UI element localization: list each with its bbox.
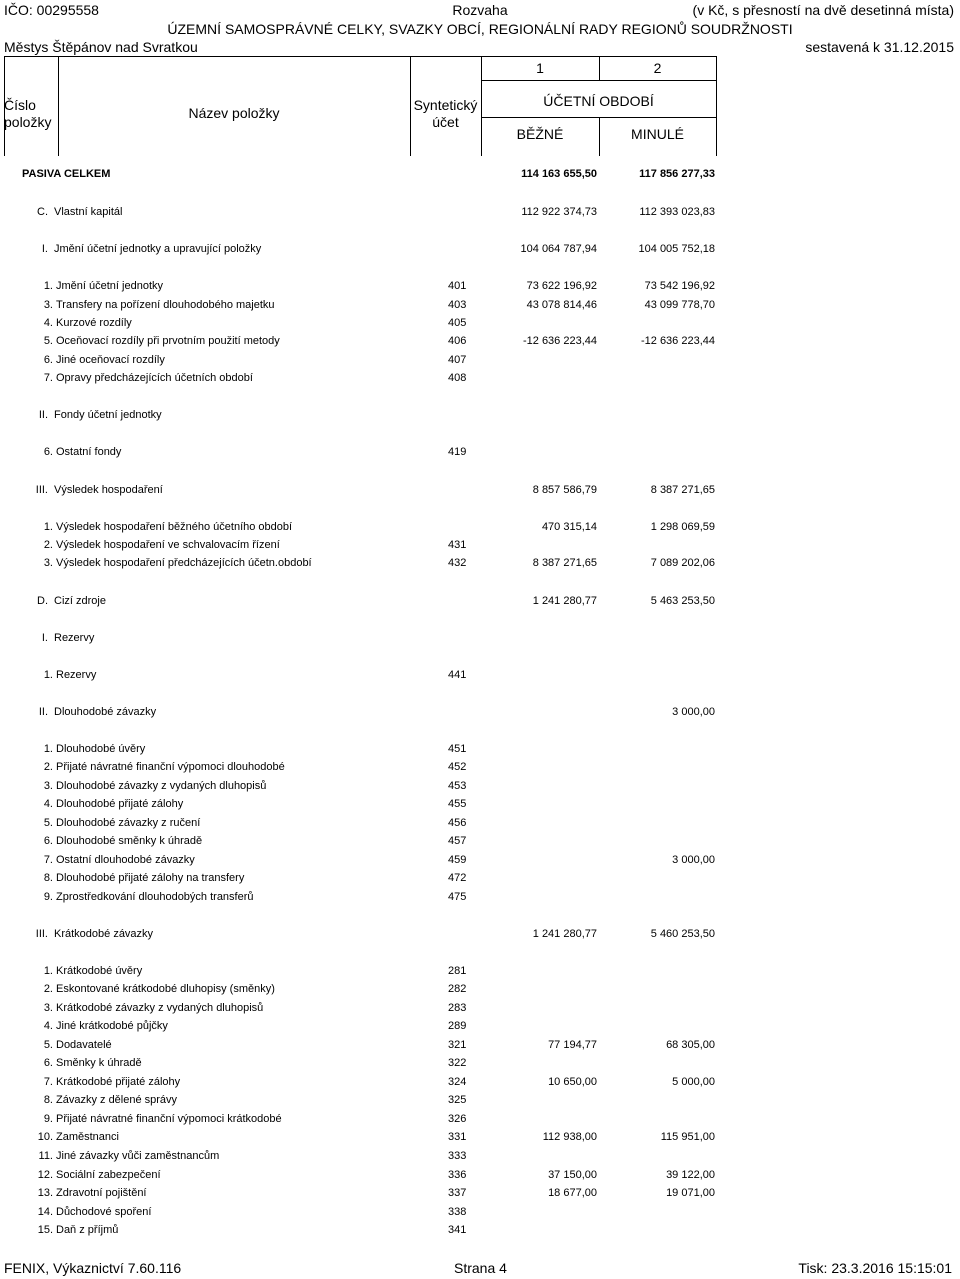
row-number: 14.: [37, 1206, 53, 1218]
row-name: Jmění účetní jednotky: [56, 280, 164, 292]
row-previous-value: 68 305,00: [666, 1039, 715, 1051]
row-number: 3.: [43, 1002, 53, 1014]
row-number: 6.: [43, 446, 53, 458]
header-num-divider: [481, 80, 716, 81]
row-number: 6.: [43, 354, 53, 366]
table-row: [0, 814, 960, 832]
row-previous-value: 5 460 253,50: [650, 928, 715, 940]
col-item-no-line1: Číslo: [4, 97, 36, 113]
row-name: Cizí zdroje: [54, 595, 106, 607]
row-current-value: 18 677,00: [548, 1187, 597, 1199]
row-name: Zaměstnanci: [56, 1131, 119, 1143]
row-name: Vlastní kapitál: [54, 206, 123, 218]
row-current-value: 43 078 814,46: [526, 299, 597, 311]
row-account: 407: [448, 354, 467, 366]
row-number: C.: [37, 206, 48, 218]
row-account: 406: [448, 335, 467, 347]
row-name: Kurzové rozdíly: [56, 317, 132, 329]
table-row: [0, 869, 960, 887]
row-account: 475: [448, 891, 467, 903]
row-account: 453: [448, 780, 467, 792]
row-name: Krátkodobé úvěry: [56, 965, 143, 977]
row-name: Dlouhodobé závazky z vydaných dluhopisů: [56, 780, 267, 792]
row-name: Dlouhodobé závazky: [54, 706, 157, 718]
col-period: ÚČETNÍ OBDOBÍ: [543, 93, 654, 109]
ico-label: IČO: 00295558: [4, 2, 99, 18]
table-row: [0, 1203, 960, 1221]
table-row: [0, 851, 960, 869]
row-name: Dlouhodobé směnky k úhradě: [56, 835, 203, 847]
group-row: [0, 703, 960, 721]
row-number: 13.: [37, 1187, 53, 1199]
row-previous-value: 5 000,00: [672, 1076, 715, 1088]
col-current: BĚŽNÉ: [516, 126, 564, 142]
row-number: 10.: [37, 1131, 53, 1143]
row-account: 289: [448, 1020, 467, 1032]
row-current-value: 8 857 586,79: [532, 484, 597, 496]
group-row: [0, 203, 960, 221]
col-item-name: Název položky: [188, 105, 280, 121]
row-name: Opravy předcházejících účetních období: [56, 372, 253, 384]
row-name: Důchodové spoření: [56, 1206, 152, 1218]
row-previous-value: 73 542 196,92: [644, 280, 715, 292]
row-current-value: 73 622 196,92: [526, 280, 597, 292]
row-number: 9.: [43, 1113, 53, 1125]
row-number: I.: [41, 632, 48, 644]
row-name: Dlouhodobé závazky z ručení: [56, 817, 201, 829]
row-current-value: 77 194,77: [548, 1039, 597, 1051]
row-number: 2.: [43, 761, 53, 773]
row-name: Dlouhodobé přijaté zálohy: [56, 798, 184, 810]
entity-category: ÚZEMNÍ SAMOSPRÁVNÉ CELKY, SVAZKY OBCÍ, REGIONÁLNÍ RADY REGIONŮ SOUDRŽNOSTI: [167, 21, 793, 37]
row-number: 3.: [43, 299, 53, 311]
row-number: 2.: [43, 539, 53, 551]
row-previous-value: -12 636 223,44: [640, 335, 715, 347]
row-current-value: 1 241 280,77: [532, 595, 597, 607]
total-row: [0, 165, 960, 183]
table-row: [0, 443, 960, 461]
group-row: [0, 240, 960, 258]
row-name: Daň z příjmů: [56, 1224, 119, 1236]
col2-number: 2: [653, 60, 662, 76]
row-number: 11.: [38, 1150, 53, 1162]
row-number: 4.: [43, 1020, 53, 1032]
table-row: [0, 1221, 960, 1239]
footer-software: FENIX, Výkaznictví 7.60.116: [4, 1260, 182, 1276]
table-row: [0, 1166, 960, 1184]
group-row: [0, 406, 960, 424]
table-row: [0, 369, 960, 387]
row-account: 325: [448, 1094, 467, 1106]
row-number: 1.: [43, 521, 53, 533]
report-title: Rozvaha: [452, 2, 508, 18]
row-account: 336: [448, 1169, 467, 1181]
table-row: [0, 1036, 960, 1054]
row-name: Jiné oceňovací rozdíly: [56, 354, 165, 366]
row-number: 7.: [43, 1076, 53, 1088]
row-number: 6.: [43, 1057, 53, 1069]
row-previous-value: 5 463 253,50: [650, 595, 715, 607]
table-row: [0, 1184, 960, 1202]
row-name: Jmění účetní jednotky a upravující položky: [54, 243, 262, 255]
row-previous-value: 1 298 069,59: [650, 521, 715, 533]
row-account: 419: [448, 446, 467, 458]
row-account: 441: [448, 669, 467, 681]
row-name: Výsledek hospodaření: [54, 484, 163, 496]
row-account: 338: [448, 1206, 467, 1218]
row-number: 1.: [43, 669, 53, 681]
row-number: II.: [38, 409, 48, 421]
row-number: 3.: [43, 780, 53, 792]
table-row: [0, 1073, 960, 1091]
col-account-line2: účet: [432, 114, 459, 130]
table-row: [0, 1017, 960, 1035]
row-account: 408: [448, 372, 467, 384]
row-name: Krátkodobé přijaté zálohy: [56, 1076, 181, 1088]
row-account: 326: [448, 1113, 467, 1125]
row-account: 282: [448, 983, 467, 995]
row-current-value: 10 650,00: [548, 1076, 597, 1088]
row-number: 9.: [43, 891, 53, 903]
footer-printed: Tisk: 23.3.2016 15:15:01: [798, 1260, 952, 1276]
table-row: [0, 832, 960, 850]
row-previous-value: 3 000,00: [672, 854, 715, 866]
table-row: [0, 1147, 960, 1165]
row-number: 12.: [37, 1169, 53, 1181]
row-name: Transfery na pořízení dlouhodobého majetku: [56, 299, 275, 311]
row-account: 472: [448, 872, 467, 884]
row-name: PASIVA CELKEM: [22, 168, 111, 180]
row-name: Eskontované krátkodobé dluhopisy (směnky): [56, 983, 275, 995]
row-number: 5.: [43, 817, 53, 829]
row-account: 331: [448, 1131, 467, 1143]
row-account: 333: [448, 1150, 467, 1162]
row-number: 4.: [43, 317, 53, 329]
row-account: 283: [448, 1002, 467, 1014]
row-name: Oceňovací rozdíly při prvotním použití metody: [56, 335, 280, 347]
row-account: 401: [448, 280, 467, 292]
col-previous: MINULÉ: [631, 126, 684, 142]
table-row: [0, 888, 960, 906]
entity-name: Městys Štěpánov nad Svratkou: [4, 39, 198, 55]
row-account: 281: [448, 965, 467, 977]
row-account: 321: [448, 1039, 467, 1051]
table-row: [0, 795, 960, 813]
table-row: [0, 1128, 960, 1146]
row-previous-value: 112 393 023,83: [639, 206, 715, 218]
table-row: [0, 1110, 960, 1128]
row-previous-value: 115 951,00: [660, 1131, 715, 1143]
row-account: 456: [448, 817, 467, 829]
row-name: Jiné krátkodobé půjčky: [56, 1020, 168, 1032]
table-row: [0, 351, 960, 369]
row-account: 341: [448, 1224, 467, 1236]
row-previous-value: 104 005 752,18: [638, 243, 715, 255]
table-row: [0, 314, 960, 332]
row-number: 7.: [43, 854, 53, 866]
row-name: Přijaté návratné finanční výpomoci dlouhodobé: [56, 761, 285, 773]
row-account: 405: [448, 317, 467, 329]
row-number: 7.: [43, 372, 53, 384]
row-account: 337: [448, 1187, 467, 1199]
row-account: 432: [448, 557, 467, 569]
row-number: I.: [41, 243, 48, 255]
row-number: III.: [35, 928, 48, 940]
row-previous-value: 43 099 778,70: [644, 299, 715, 311]
row-number: 8.: [43, 1094, 53, 1106]
table-row: [0, 740, 960, 758]
row-account: 452: [448, 761, 467, 773]
row-number: 6.: [43, 835, 53, 847]
row-number: 1.: [43, 280, 53, 292]
row-previous-value: 8 387 271,65: [650, 484, 715, 496]
row-name: Směnky k úhradě: [56, 1057, 142, 1069]
group-row: [0, 592, 960, 610]
table-row: [0, 777, 960, 795]
row-account: 451: [448, 743, 467, 755]
row-current-value: -12 636 223,44: [522, 335, 597, 347]
row-name: Ostatní dlouhodobé závazky: [56, 854, 195, 866]
row-account: 457: [448, 835, 467, 847]
row-previous-value: 19 071,00: [666, 1187, 715, 1199]
row-current-value: 8 387 271,65: [532, 557, 597, 569]
row-current-value: 112 922 374,73: [521, 206, 597, 218]
row-name: Jiné závazky vůči zaměstnancům: [56, 1150, 220, 1162]
row-number: 5.: [43, 1039, 53, 1051]
row-name: Výsledek hospodaření předcházejících účetn.období: [56, 557, 312, 569]
table-row: [0, 296, 960, 314]
row-name: Rezervy: [54, 632, 95, 644]
row-number: II.: [38, 706, 48, 718]
table-row: [0, 1091, 960, 1109]
row-name: Fondy účetní jednotky: [54, 409, 162, 421]
row-name: Sociální zabezpečení: [56, 1169, 161, 1181]
compiled-date: sestavená k 31.12.2015: [805, 39, 954, 55]
row-number: 15.: [37, 1224, 53, 1236]
row-current-value: 114 163 655,50: [521, 168, 597, 180]
table-row: [0, 666, 960, 684]
row-account: 403: [448, 299, 467, 311]
row-previous-value: 3 000,00: [672, 706, 715, 718]
table-row: [0, 332, 960, 350]
row-previous-value: 39 122,00: [666, 1169, 715, 1181]
row-number: 1.: [43, 965, 53, 977]
group-row: [0, 925, 960, 943]
row-number: 2.: [43, 983, 53, 995]
row-name: Přijaté návratné finanční výpomoci krátkodobé: [56, 1113, 282, 1125]
table-row: [0, 980, 960, 998]
row-number: 4.: [43, 798, 53, 810]
col1-number: 1: [536, 60, 544, 76]
row-current-value: 104 064 787,94: [520, 243, 597, 255]
row-name: Výsledek hospodaření ve schvalovacím řízení: [56, 539, 280, 551]
row-name: Dodavatelé: [56, 1039, 112, 1051]
group-row: [0, 629, 960, 647]
row-name: Krátkodobé závazky z vydaných dluhopisů: [56, 1002, 264, 1014]
header-border-right: [716, 56, 717, 156]
row-current-value: 470 315,14: [541, 521, 597, 533]
table-row: [0, 536, 960, 554]
row-account: 324: [448, 1076, 467, 1088]
row-current-value: 112 938,00: [542, 1131, 597, 1143]
row-name: Rezervy: [56, 669, 97, 681]
col-account-line1: Syntetický: [413, 97, 478, 113]
table-row: [0, 554, 960, 572]
row-name: Dlouhodobé přijaté zálohy na transfery: [56, 872, 245, 884]
row-account: 322: [448, 1057, 467, 1069]
row-account: 431: [448, 539, 467, 551]
table-row: [0, 962, 960, 980]
row-number: 3.: [43, 557, 53, 569]
units-note: (v Kč, s přesností na dvě desetinná místa): [692, 2, 954, 18]
group-row: [0, 481, 960, 499]
header-top-border: [4, 56, 716, 57]
row-number: 1.: [43, 743, 53, 755]
row-current-value: 1 241 280,77: [532, 928, 597, 940]
row-number: D.: [37, 595, 48, 607]
row-name: Výsledek hospodaření běžného účetního období: [56, 521, 293, 533]
row-account: 455: [448, 798, 467, 810]
table-row: [0, 277, 960, 295]
row-name: Zprostředkování dlouhodobých transferů: [56, 891, 254, 903]
row-name: Dlouhodobé úvěry: [56, 743, 146, 755]
row-name: Zdravotní pojištění: [56, 1187, 147, 1199]
row-current-value: 37 150,00: [548, 1169, 597, 1181]
row-name: Závazky z dělené správy: [56, 1094, 178, 1106]
row-number: 8.: [43, 872, 53, 884]
table-row: [0, 518, 960, 536]
row-previous-value: 7 089 202,06: [650, 557, 715, 569]
row-name: Ostatní fondy: [56, 446, 122, 458]
row-number: 5.: [43, 335, 53, 347]
row-account: 459: [448, 854, 467, 866]
table-row: [0, 1054, 960, 1072]
row-previous-value: 117 856 277,33: [639, 168, 715, 180]
footer-page: Strana 4: [454, 1260, 507, 1276]
row-number: III.: [35, 484, 48, 496]
col-item-no-line2: položky: [4, 114, 52, 130]
table-row: [0, 758, 960, 776]
table-row: [0, 999, 960, 1017]
row-name: Krátkodobé závazky: [54, 928, 154, 940]
